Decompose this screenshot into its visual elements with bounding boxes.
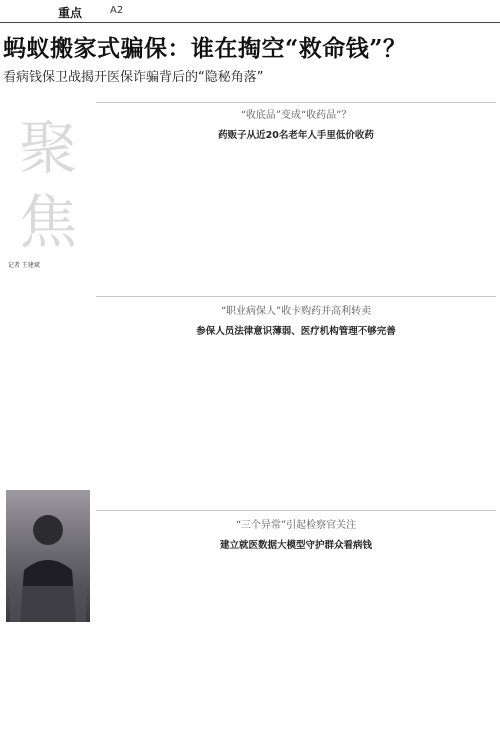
- header-divider: [0, 22, 500, 23]
- focus-calligraphy-char-2: 焦: [18, 188, 78, 256]
- focus-calligraphy-char-1: 聚: [18, 114, 78, 182]
- headline-title: 蚂蚁搬家式骗保：谁在掏空“救命钱”？: [3, 35, 407, 62]
- section3-heading: [96, 516, 496, 551]
- section2-rule-top: [96, 296, 496, 297]
- section3-deck: 建立就医数据大模型守护群众看病钱: [219, 540, 372, 551]
- prosecutor-photo: [6, 490, 90, 622]
- page-number: A2: [110, 5, 124, 16]
- page-header: [0, 0, 500, 24]
- photo-silhouette: [6, 490, 90, 622]
- section3-rule-top: [96, 510, 496, 511]
- section1-rule-top: [96, 102, 496, 103]
- focus-calligraphy-graphic: [6, 102, 90, 262]
- section1-heading: [96, 106, 496, 141]
- section2-deck: 参保人员法律意识薄弱、医疗机构管理不够完善: [196, 326, 396, 337]
- byline: 记者 王建斌: [8, 262, 40, 269]
- section2-kicker: “职业病保人”收卡购药并高利转卖: [220, 306, 372, 317]
- section3-kicker: “三个异常”引起检察官关注: [235, 520, 357, 531]
- section1-deck: 药贩子从近20名老年人手里低价收药: [218, 130, 374, 141]
- section1-kicker: “收底品”变成“收药品”？: [240, 110, 352, 121]
- section2-heading: [96, 302, 496, 337]
- section-label: 重点: [58, 6, 83, 20]
- headline-subtitle: 看病钱保卫战揭开医保诈骗背后的“隐秘角落”: [3, 70, 264, 85]
